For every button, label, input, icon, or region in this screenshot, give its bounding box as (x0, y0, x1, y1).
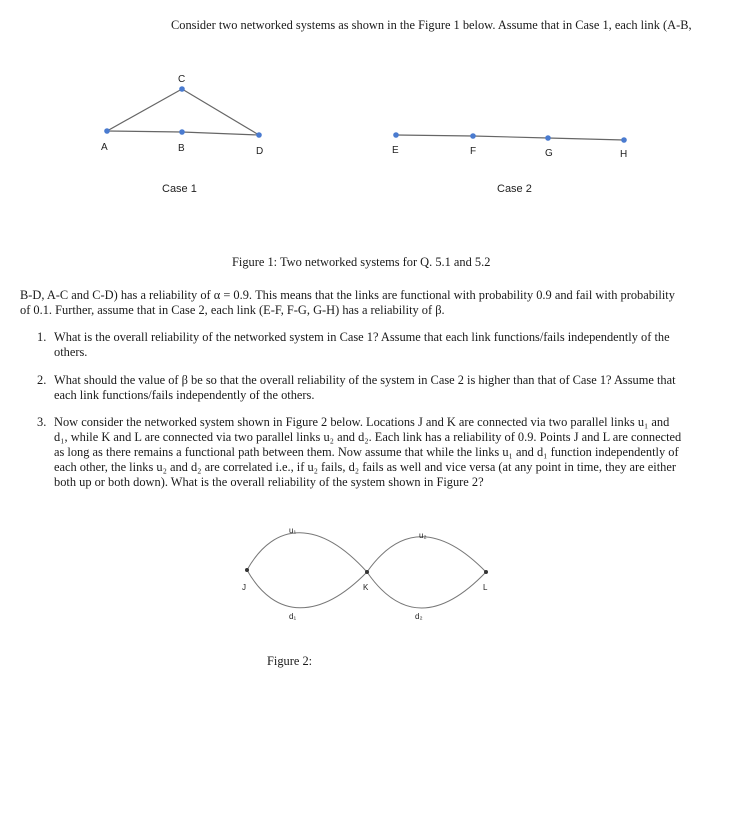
case-1-label: Case 1 (162, 183, 197, 195)
label-node-l: L (483, 583, 488, 592)
node-j (245, 568, 249, 572)
label-d1: d₁ (289, 612, 297, 621)
continuation-line-1: B-D, A-C and C-D) has a reliability of α = 0.9. This means that the links are functional with probability 0.9 and fail with probability (20, 288, 675, 302)
label-node-j: J (242, 583, 246, 592)
edge-c-d (182, 89, 259, 135)
continuation-line-2: of 0.1. Further, assume that in Case 2, each link (E-F, F-G, G-H) has a reliability of β. (20, 303, 445, 317)
node-h (621, 137, 627, 143)
question-1-line-2: others. (54, 345, 88, 359)
question-2-line-2: each link functions/fails independently of the others. (54, 388, 315, 402)
question-3-line-4: each other, the links u₂ and d₂ are correlated i.e., if u₂ fails, d₂ fails as well and vice versa (at any point in time, they are either (54, 460, 676, 474)
edge-g-h (548, 138, 624, 140)
link-u2 (367, 537, 486, 572)
link-u1 (247, 533, 367, 572)
link-d2 (367, 572, 486, 608)
label-node-f: F (470, 146, 477, 157)
label-node-k: K (363, 583, 369, 592)
question-3-line-3: as long as there remains a functional path between them. Now assume that while the links u₁ and d₁ function independently of (54, 445, 679, 459)
intro-line: Consider two networked systems as shown in the Figure 1 below. Assume that in Case 1, each link (A-B, (171, 18, 692, 32)
question-2-line-1: What should the value of β be so that the overall reliability of the system in Case 2 is higher than that of Case 1? Assume that (54, 373, 676, 387)
question-2-number: 2. (37, 373, 47, 387)
figure-2-caption: Figure 2: (267, 654, 313, 668)
node-g (545, 135, 551, 141)
question-3-line-2: d₁, while K and L are connected via two parallel links u₂ and d₂. Each link has a reliability of 0.9. Points J and L are connected (54, 430, 682, 444)
edge-b-d (182, 132, 259, 135)
node-e (393, 132, 399, 138)
node-k (365, 570, 369, 574)
label-node-b: B (178, 143, 185, 154)
label-node-d: D (256, 146, 264, 157)
label-node-h: H (620, 149, 628, 160)
figure-1-caption: Figure 1: Two networked systems for Q. 5.1 and 5.2 (232, 255, 491, 269)
edge-e-f (396, 135, 473, 136)
node-a (104, 128, 110, 134)
edge-f-g (473, 136, 548, 138)
label-u2: u₂ (419, 531, 427, 540)
question-1-line-1: What is the overall reliability of the networked system in Case 1? Assume that each link functions/fails independently of the (54, 330, 670, 344)
label-node-a: A (101, 142, 108, 153)
node-f (470, 133, 476, 139)
label-node-e: E (392, 145, 399, 156)
question-3-number: 3. (37, 415, 47, 429)
edge-a-c (107, 89, 182, 131)
node-b (179, 129, 185, 135)
question-3-line-5: both up or both down). What is the overall reliability of the system shown in Figure 2? (54, 475, 484, 489)
edge-a-b (107, 131, 182, 132)
node-l (484, 570, 488, 574)
label-d2: d₂ (415, 612, 423, 621)
case-2-label: Case 2 (497, 183, 532, 195)
label-node-c: C (178, 74, 186, 85)
question-3-line-1: Now consider the networked system shown in Figure 2 below. Locations J and K are connected via two parallel links u₁ and (54, 415, 670, 429)
node-c (179, 86, 185, 92)
label-node-g: G (545, 148, 553, 159)
label-u1: u₁ (289, 526, 297, 535)
question-1-number: 1. (37, 330, 47, 344)
link-d1 (247, 570, 367, 608)
node-d (256, 132, 262, 138)
